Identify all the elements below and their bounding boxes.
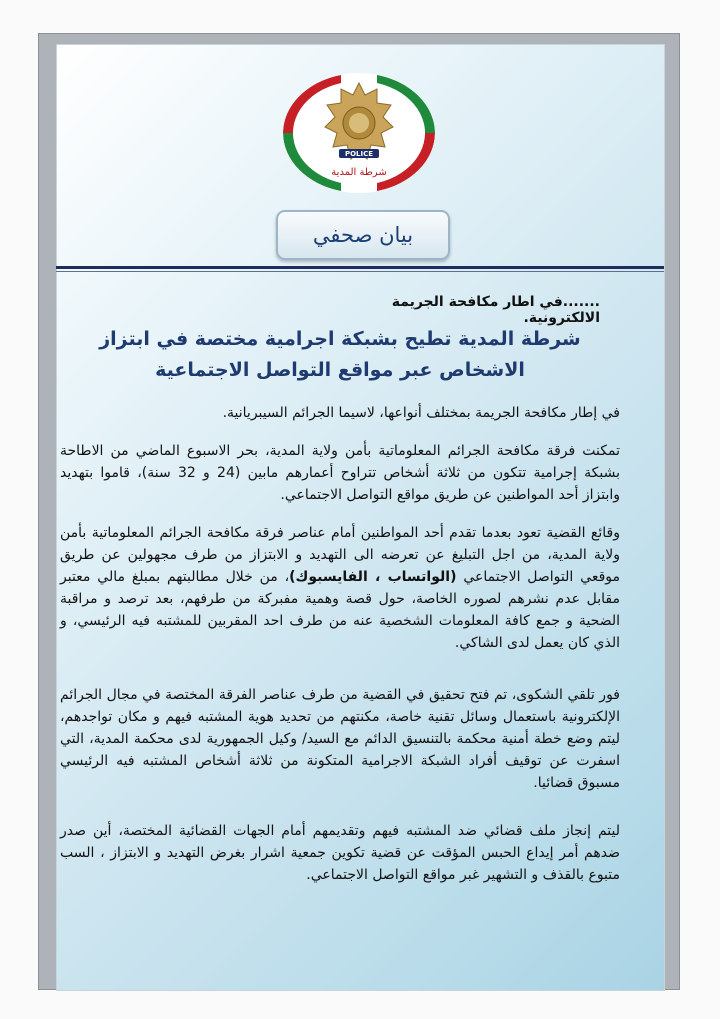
paragraph-investigation: فور تلقي الشكوى، تم فتح تحقيق في القضية من طرف عناصر الفرقة المختصة في مجال الجرائم الإلكترونية باستعمال وسائل تقنية خاصة، مكنتهم من تحديد هوية المشتبه فيهم و مكان تواجدهم، ليتم وضع خطة أمنية محكمة بالتنسيق الدائم مع السيد/ وكيل الجمهورية لدى محكمة المدية، التي اسفرت عن توقيف أفراد الشبكة الاجرامية المتكونة من ثلاثة أشخاص المشتبه فيه الرئيسي مسبوق قضائيا. [60,687,620,791]
press-release-title-box [276,210,450,260]
paragraph-intro: في إطار مكافحة الجريمة بمختلف أنواعها، لاسيما الجرائم السيبريانية. [222,405,620,421]
case-facts-part-1: وقائع القضية تعود بعدما تقدم أحد المواطنين أمام عناصر فرقة مكافحة الجرائم المعلوماتية بأمن ولاية المدية، من اجل التبليغ عن تعرضه الى التهديد و الابتزاز من طرف مجهولين عن طريق موقعي التواصل الاجتماعي [60,525,620,585]
headline: شرطة المدية تطيح بشبكة اجرامية مختصة في ابتزاز الاشخاص عبر مواقع التواصل الاجتماعية [99,328,581,381]
police-emblem-text: POLICE [344,150,374,158]
paragraph-arrest: تمكنت فرقة مكافحة الجرائم المعلوماتية بأمن ولاية المدية، بحر الاسبوع الماضي من الاطاحة بشبكة إجرامية تتكون من ثلاثة أشخاص تتراوح أعمارهم مابين (24 و 32 سنة)، قاموا بتهديد وابتزاز أحد المواطنين عن طريق مواقع التواصل الاجتماعي. [60,443,620,503]
case-facts-platforms: (الواتساب ، الفايسبوك) [289,569,457,585]
kicker-line: .......في اطار مكافحة الجريمة الالكترونية. [391,294,600,326]
header-divider-thin [56,271,664,272]
case-facts-part-2: ، من خلال مطالبتهم بمبلغ مالي معتبر مقابل عدم نشرهم لصوره الخاصة، حول قصة وهمية مفبركة من طرفهم، بعد ترصد و مراقبة الضحية و جمع كافة المعلومات الشخصية عنه من طرف احد المقربين للمشتبه فيه الرئيسي، و الذي كان يعمل لدى الشاكي. [60,569,620,651]
police-logo [281,71,437,195]
header-divider [56,266,664,269]
press-release-title: بيان صحفي [312,223,414,247]
paragraph-judicial: ليتم إنجاز ملف قضائي ضد المشتبه فيهم وتقديمهم أمام الجهات القضائية المختصة، أين صدر ضدهم أمر إيداع الحبس المؤقت عن قضية تكوين جمعية اشرار بغرض التهديد و الابتزاز ، السب متبوع بالقذف و التشهير غبر مواقع التواصل الاجتماعي. [60,823,620,883]
logo-caption: شرطة المدية [331,167,387,178]
paragraph-case-facts [60,522,620,654]
